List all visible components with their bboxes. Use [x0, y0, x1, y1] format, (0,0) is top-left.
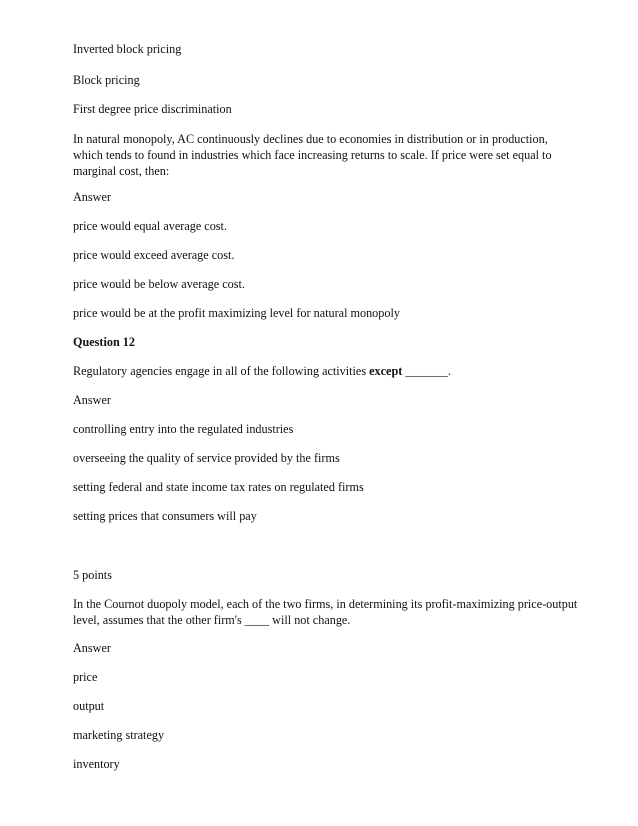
question-11-option-b: price would exceed average cost. [73, 248, 235, 262]
question-13-text-line-2: level, assumes that the other firm's ____ will not change. [73, 613, 351, 627]
question-13-option-b: output [73, 699, 105, 713]
question-11-option-d: price would be at the profit maximizing level for natural monopoly [73, 306, 400, 320]
option-first-degree-price-discrimination: First degree price discrimination [73, 102, 232, 116]
question-12-text-after: _______. [402, 364, 452, 378]
question-11-option-c: price would be below average cost. [73, 277, 245, 291]
question-11-text-line-2: which tends to found in industries which face increasing returns to scale. If price were set equal to [73, 148, 552, 162]
question-12-text-except: except [369, 364, 403, 378]
question-12-heading: Question 12 [73, 335, 135, 349]
question-12-text [73, 363, 573, 379]
question-11-text-line-1: In natural monopoly, AC continuously declines due to economies in distribution or in production, [73, 132, 548, 146]
question-12-option-c: setting federal and state income tax rates on regulated firms [73, 480, 364, 494]
option-inverted-block-pricing: Inverted block pricing [73, 42, 182, 56]
question-13-answer-label: Answer [73, 641, 111, 655]
question-12-option-d: setting prices that consumers will pay [73, 509, 257, 523]
question-13-points: 5 points [73, 568, 112, 582]
question-11-option-a: price would equal average cost. [73, 219, 227, 233]
question-11-answer-label: Answer [73, 190, 111, 204]
option-block-pricing: Block pricing [73, 73, 140, 87]
question-12-option-b: overseeing the quality of service provided by the firms [73, 451, 340, 465]
question-12-answer-label: Answer [73, 393, 111, 407]
question-13-option-d: inventory [73, 757, 120, 771]
question-11-text-line-3: marginal cost, then: [73, 164, 170, 178]
question-13-text-line-1: In the Cournot duopoly model, each of the two firms, in determining its profit-maximizing price-output [73, 597, 578, 611]
question-12-option-a: controlling entry into the regulated industries [73, 422, 294, 436]
question-13-option-a: price [73, 670, 98, 684]
question-12-text-before: Regulatory agencies engage in all of the following activities [73, 364, 370, 378]
question-13-option-c: marketing strategy [73, 728, 165, 742]
